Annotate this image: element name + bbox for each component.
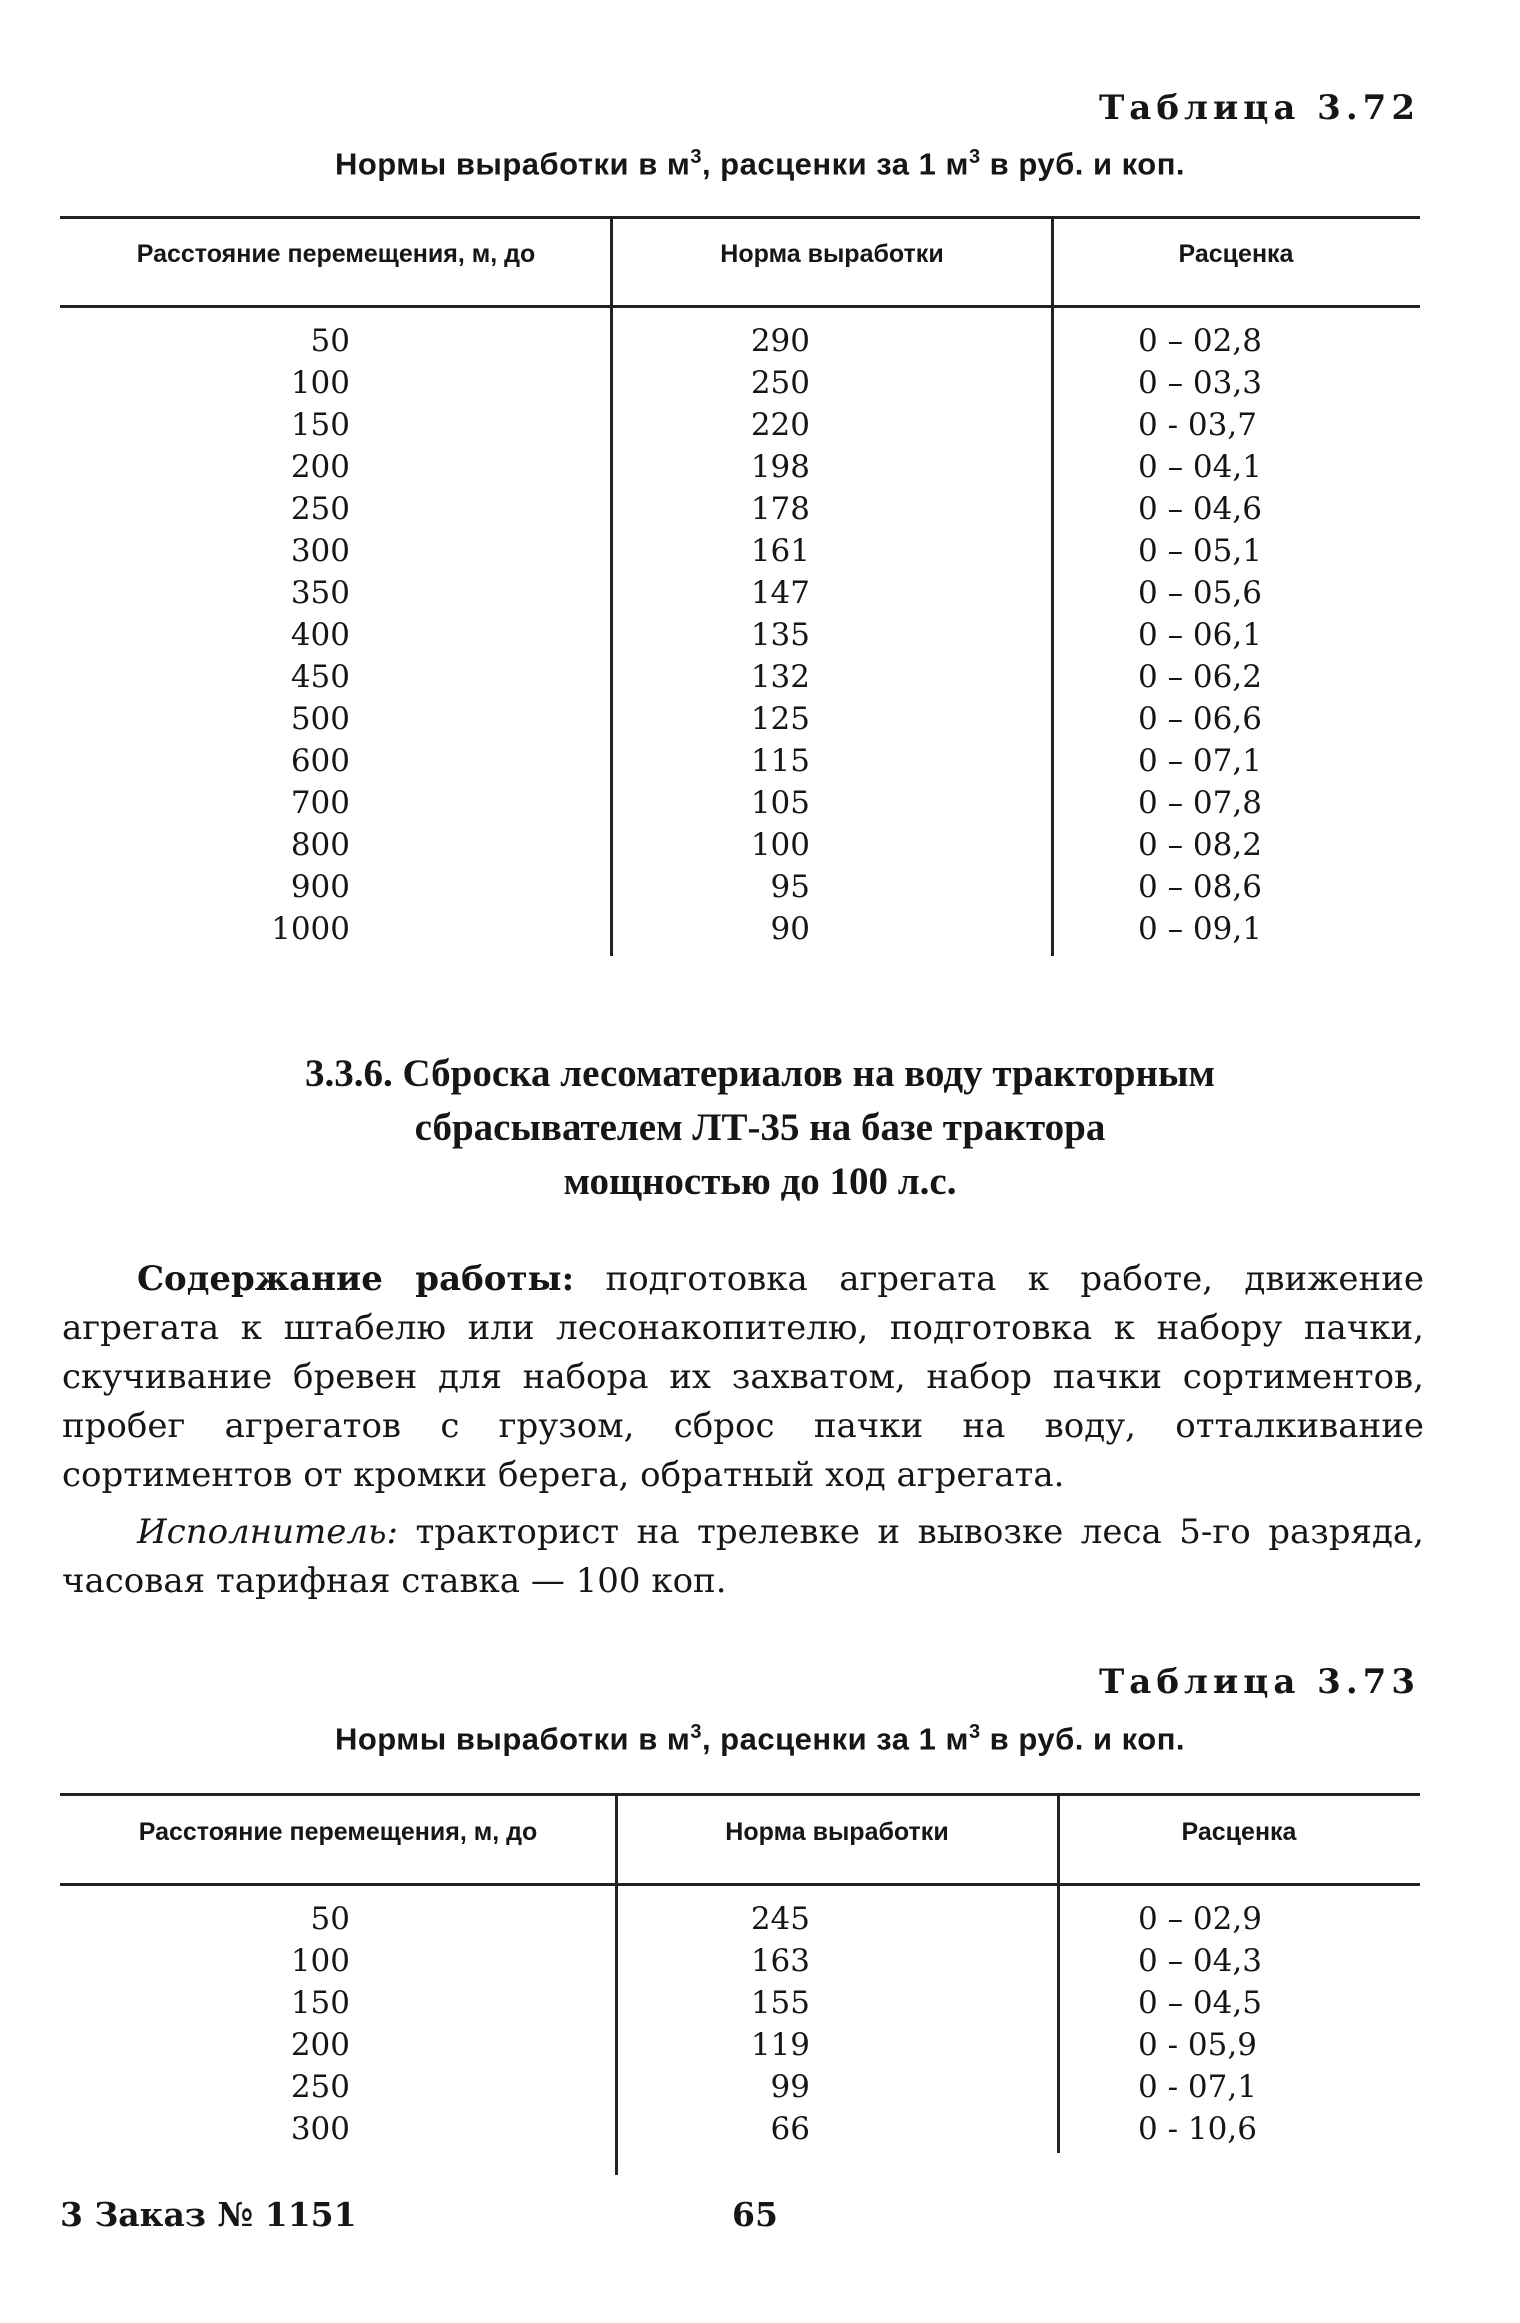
page-number: 65 [732,2195,778,2234]
rate-cell: 0 – 05,1 [1138,533,1262,569]
table-caption: Нормы выработки в $м^3$, расценки за 1 $м^3$ в руб. и коп. [334,146,1186,182]
distance-cell: 250 [290,2069,350,2105]
distance-cell: 250 [290,491,350,527]
column-divider [1051,216,1054,956]
order-number: 3 Заказ № 1151 [60,2195,357,2234]
executor-paragraph: Исполнитель: тракторист на трелевке и вывозке леса 5-го разряда, часовая тарифная ставка — 100 коп. [62,1512,1424,1601]
section-title: 3.3.6. Сброска лесоматериалов на воду тракторным сбрасывателем ЛТ-35 на базе трактора мощностью до 100 л.с. [305,1052,1215,1203]
rate-cell: 0 – 04,1 [1138,449,1262,485]
norm-cell: 66 [770,2111,810,2147]
distance-cell: 50 [310,1901,350,1937]
distance-cell: 200 [290,449,350,485]
distance-cell: 100 [290,1943,350,1979]
norm-cell: 115 [750,743,810,779]
rate-cell: 0 - 07,1 [1138,2069,1257,2105]
rate-cell: 0 – 08,2 [1138,827,1262,863]
rate-cell: 0 - 05,9 [1138,2027,1257,2063]
rate-cell: 0 – 04,6 [1138,491,1262,527]
distance-cell: 500 [290,701,350,737]
table-top-rule [60,1793,1420,1796]
distance-column [200,320,350,950]
norm-cell: 132 [750,659,810,695]
rate-cell: 0 – 06,1 [1138,617,1262,653]
rate-cell: 0 – 09,1 [1138,911,1262,947]
table-header-rule [60,1883,1420,1886]
norm-cell: 163 [750,1943,810,1979]
rate-cell: 0 - 10,6 [1138,2111,1257,2147]
norm-cell: 95 [770,869,810,905]
column-header-norm: Норма выработки [720,240,944,268]
distance-cell: 300 [290,533,350,569]
distance-cell: 200 [290,2027,350,2063]
table-caption: Нормы выработки в $м^3$, расценки за 1 $м^3$ в руб. и коп. [334,1721,1186,1757]
norm-cell: 290 [750,323,810,359]
rate-column [1138,320,1358,950]
distance-cell: 900 [290,869,350,905]
distance-cell: 150 [290,407,350,443]
distance-cell: 1000 [271,911,350,947]
norm-cell: 119 [750,2027,810,2063]
norm-cell: 100 [750,827,810,863]
rate-cell: 0 – 06,6 [1138,701,1262,737]
distance-cell: 300 [290,2111,350,2147]
distance-cell: 450 [290,659,350,695]
distance-cell: 600 [290,743,350,779]
norm-column [700,320,810,950]
column-header-rate: Расценка [1181,1818,1297,1846]
norm-cell: 250 [750,365,810,401]
rate-cell: 0 – 07,8 [1138,785,1262,821]
rate-cell: 0 – 02,9 [1138,1901,1262,1937]
norm-column [700,1898,810,2150]
rate-cell: 0 – 04,5 [1138,1985,1262,2021]
column-divider [615,1793,618,2175]
distance-cell: 50 [310,323,350,359]
distance-column [200,1898,350,2150]
norm-cell: 155 [750,1985,810,2021]
table-header-rule [60,305,1420,308]
distance-cell: 350 [290,575,350,611]
table-label: Таблица 3.73 [1099,1662,1420,1702]
rate-cell: 0 – 02,8 [1138,323,1262,359]
norm-cell: 220 [750,407,810,443]
norm-cell: 161 [750,533,810,569]
column-divider [1057,1793,1060,2153]
norm-cell: 135 [750,617,810,653]
norm-cell: 147 [750,575,810,611]
column-header-distance: Расстояние перемещения, м, до [138,1818,538,1846]
norm-cell: 90 [770,911,810,947]
work-content-paragraph: Содержание работы: подготовка агрегата к работе, движение агрегата к штабелю или лесонакопителю, подготовка к набору пачки, скучивание бревен для набора их захватом, набор пачки сортиментов, пробег агрегатов с грузом, сброс пачки на воду, отталкивание сортиментов от кромки берега, обратный ход агрегата. [62,1259,1424,1495]
norm-cell: 178 [750,491,810,527]
rate-cell: 0 – 05,6 [1138,575,1262,611]
distance-cell: 400 [290,617,350,653]
norm-cell: 245 [750,1901,810,1937]
table-top-rule [60,216,1420,219]
rate-cell: 0 – 04,3 [1138,1943,1262,1979]
table-label: Таблица 3.72 [1099,88,1420,128]
distance-cell: 150 [290,1985,350,2021]
rate-cell: 0 – 06,2 [1138,659,1262,695]
rate-cell: 0 – 03,3 [1138,365,1262,401]
distance-cell: 100 [290,365,350,401]
rate-cell: 0 – 08,6 [1138,869,1262,905]
rate-cell: 0 - 03,7 [1138,407,1257,443]
norm-cell: 105 [750,785,810,821]
norm-cell: 198 [750,449,810,485]
column-header-norm: Норма выработки [725,1818,949,1846]
norm-cell: 125 [750,701,810,737]
distance-cell: 700 [290,785,350,821]
norm-cell: 99 [770,2069,810,2105]
column-divider [610,216,613,956]
column-header-distance: Расстояние перемещения, м, до [136,240,536,268]
distance-cell: 800 [290,827,350,863]
column-header-rate: Расценка [1178,240,1294,268]
rate-column [1138,1898,1358,2150]
rate-cell: 0 – 07,1 [1138,743,1262,779]
